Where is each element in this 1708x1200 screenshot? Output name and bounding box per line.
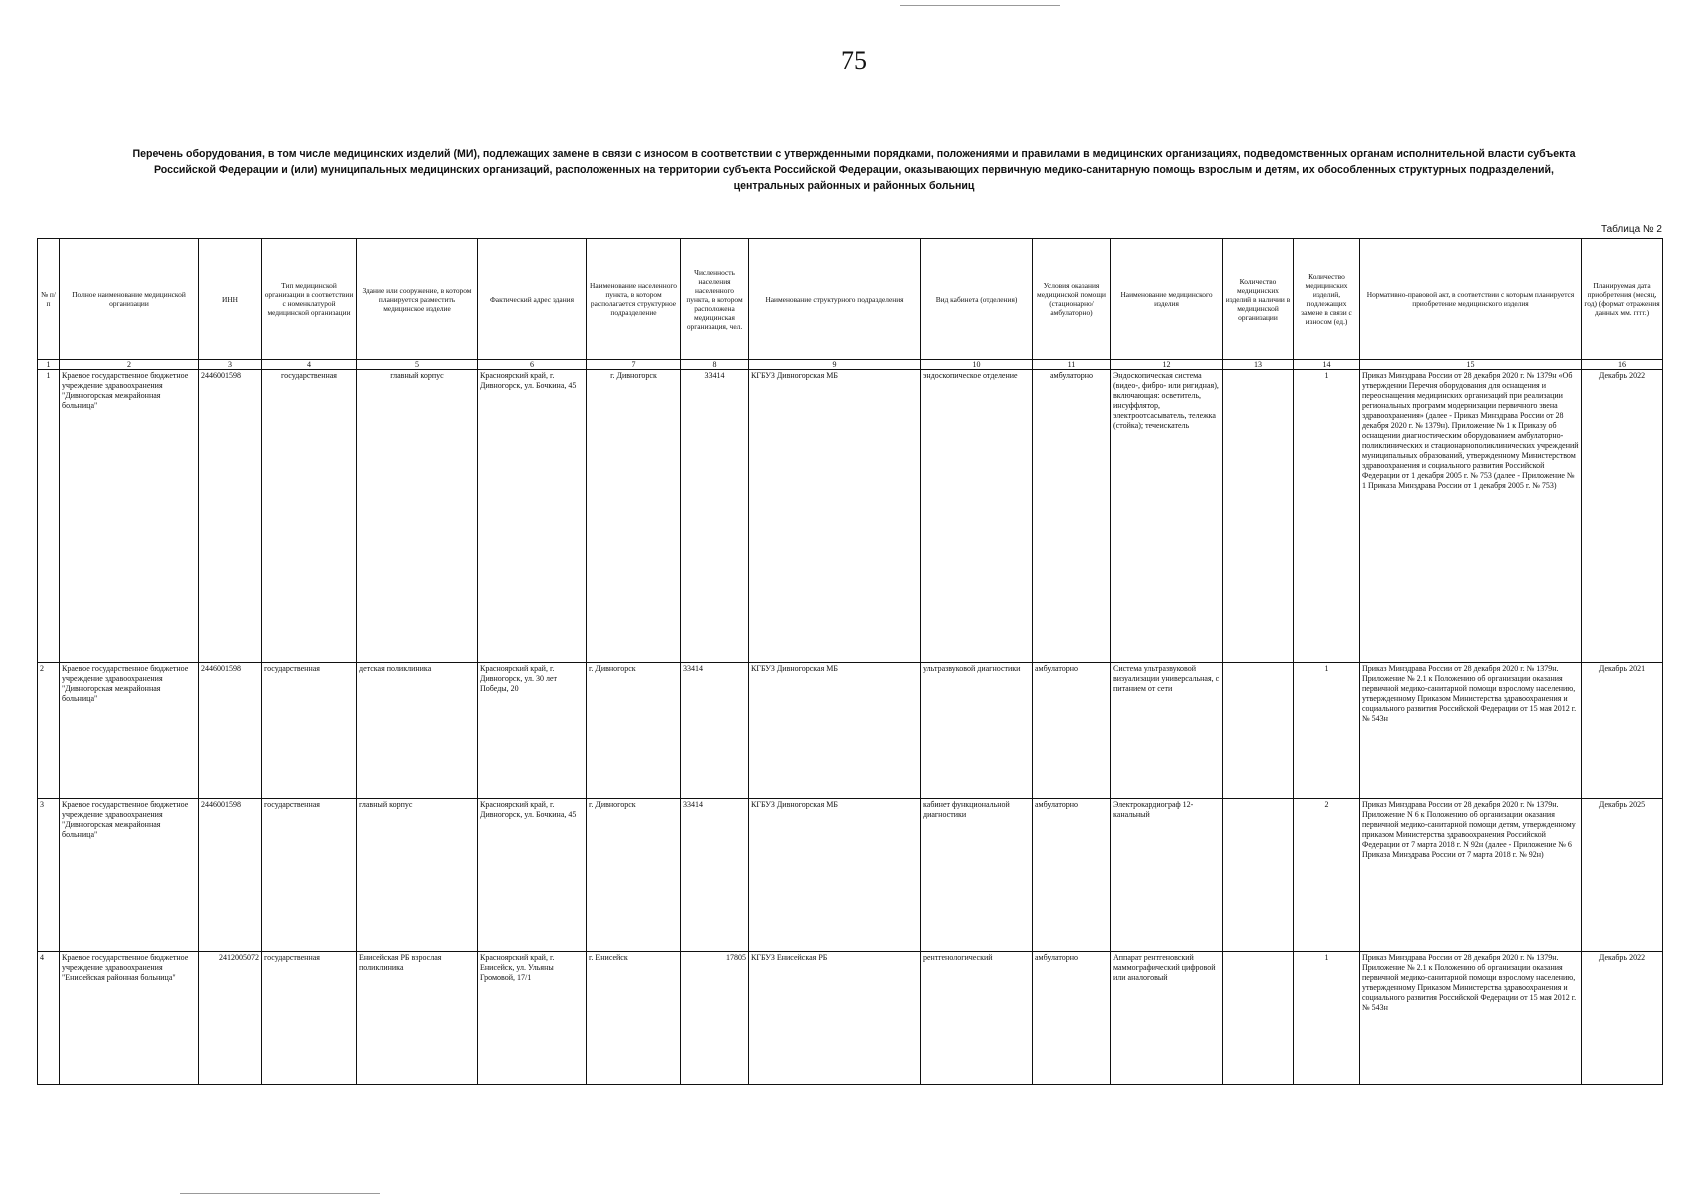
cell-act: Приказ Минздрава России от 28 декабря 2020 г. № 1379н «Об утверждении Перечня оборудования для оснащения и переоснащения медицинских организаций при реализации региональных программ модернизации первичного звена здравоохранения» (далее - Приказ Минздрава России от 28 декабря 2020 г. № 1379н). Приложение № 1 к Приказу об оснащении диагностическим оборудованием амбулаторно-поликлинических и стационарнополиклинических учреждений муниципальных образований, утвержденному Министерством здравоохранения и социального развития Российской Федерации от 1 декабря 2005 г. № 753 (далее - Приложение № 1 Приказа Минздрава России от 1 декабря 2005 г. № 753) [1360, 370, 1582, 663]
col-header-cabinet: Вид кабинета (отделения) [921, 239, 1033, 360]
title-line-3: центральных районных и районных больниц [733, 180, 975, 192]
cell-act: Приказ Минздрава России от 28 декабря 2020 г. № 1379н. Приложение № 2.1 к Положению об организации оказания первичной медико-санитарной помощи взрослому населению, утвержденному Приказом Министерства здравоохранения и социального развития Российской Федерации от 15 мая 2012 г. № 543н [1360, 952, 1582, 1085]
cell-org: Краевое государственное бюджетное учреждение здравоохранения "Дивногорская межрайонная больница" [60, 663, 199, 799]
cell-locality: г. Дивногорск [587, 370, 681, 663]
col-header-act: Нормативно-правовой акт, в соответствии с которым планируется приобретение медицинского изделия [1360, 239, 1582, 360]
cell-unit: КГБУЗ Енисейская РБ [749, 952, 921, 1085]
cell-population: 33414 [681, 799, 749, 952]
cell-available [1223, 952, 1294, 1085]
col-number: 4 [262, 360, 357, 370]
cell-address: Красноярский край, г. Дивногорск, ул. Бочкина, 45 [478, 799, 587, 952]
cell-address: Красноярский край, г. Дивногорск, ул. Бочкина, 45 [478, 370, 587, 663]
cell-inn: 2412005072 [199, 952, 262, 1085]
col-number: 8 [681, 360, 749, 370]
col-number: 9 [749, 360, 921, 370]
cell-type: государственная [262, 370, 357, 663]
cell-inn: 2446001598 [199, 799, 262, 952]
cell-unit: КГБУЗ Дивногорская МБ [749, 663, 921, 799]
cell-date: Декабрь 2022 [1582, 952, 1663, 1085]
cell-replace: 1 [1294, 663, 1360, 799]
cell-population: 33414 [681, 663, 749, 799]
cell-org: Краевое государственное бюджетное учреждение здравоохранения "Енисейская районная больница" [60, 952, 199, 1085]
col-header-population: Численность населения населенного пункта, в котором расположена медицинская организация, чел. [681, 239, 749, 360]
col-number: 10 [921, 360, 1033, 370]
cell-device: Аппарат рентгеновский маммографический цифровой или аналоговый [1111, 952, 1223, 1085]
cell-num: 3 [38, 799, 60, 952]
col-number: 6 [478, 360, 587, 370]
col-header-device: Наименование медицинского изделия [1111, 239, 1223, 360]
cell-device: Электрокардиограф 12-канальный [1111, 799, 1223, 952]
cell-unit: КГБУЗ Дивногорская МБ [749, 799, 921, 952]
cell-org: Краевое государственное бюджетное учреждение здравоохранения "Дивногорская межрайонная больница" [60, 370, 199, 663]
col-header-locality: Наименование населенного пункта, в котором располагается структурное подразделение [587, 239, 681, 360]
cell-device: Эндоскопическая система (видео-, фибро- или ригидная), включающая: осветитель, инсуффлятор, электроотсасыватель, тележка (стойка); течеискатель [1111, 370, 1223, 663]
cell-population: 33414 [681, 370, 749, 663]
cell-conditions: амбулаторно [1033, 799, 1111, 952]
equipment-table [37, 238, 1663, 1085]
col-number: 1 [38, 360, 60, 370]
col-header-unit: Наименование структурного подразделения [749, 239, 921, 360]
cell-available [1223, 799, 1294, 952]
table-row [38, 370, 1663, 663]
cell-locality: г. Енисейск [587, 952, 681, 1085]
cell-type: государственная [262, 663, 357, 799]
cell-num: 2 [38, 663, 60, 799]
cell-conditions: амбулаторно [1033, 663, 1111, 799]
col-number: 14 [1294, 360, 1360, 370]
cell-building: главный корпус [357, 799, 478, 952]
table-row [38, 663, 1663, 799]
table-row [38, 952, 1663, 1085]
cell-num: 4 [38, 952, 60, 1085]
cell-locality: г. Дивногорск [587, 799, 681, 952]
cell-act: Приказ Минздрава России от 28 декабря 2020 г. № 1379н. Приложение № 2.1 к Положению об организации оказания первичной медико-санитарной помощи взрослому населению, утвержденному Приказом Министерства здравоохранения и социального развития Российской Федерации от 15 мая 2012 г. № 543н [1360, 663, 1582, 799]
cell-replace: 1 [1294, 370, 1360, 663]
cell-date: Декабрь 2022 [1582, 370, 1663, 663]
cell-available [1223, 663, 1294, 799]
cell-locality: г. Дивногорск [587, 663, 681, 799]
col-number: 3 [199, 360, 262, 370]
cell-cabinet: эндоскопическое отделение [921, 370, 1033, 663]
cell-unit: КГБУЗ Дивногорская МБ [749, 370, 921, 663]
col-header-date: Планируемая дата приобретения (месяц, год) (формат отражения данных мм. гггг.) [1582, 239, 1663, 360]
table-row [38, 799, 1663, 952]
col-number: 13 [1223, 360, 1294, 370]
col-header-inn: ИНН [199, 239, 262, 360]
cell-replace: 1 [1294, 952, 1360, 1085]
page-number: 75 [841, 46, 867, 75]
col-header-type: Тип медицинской организации в соответствии с номенклатурой медицинской организации [262, 239, 357, 360]
column-number-row [38, 360, 1663, 370]
scan-bottom-line [180, 1193, 380, 1194]
col-header-address: Фактический адрес здания [478, 239, 587, 360]
title-line-2: Российской Федерации и (или) муниципальных медицинских организаций, расположенных на территории субъекта Российской Федерации, оказывающих первичную медико-санитарную помощь взрослым и детям, их обособленных структурных подразделений, [153, 164, 1555, 176]
cell-cabinet: рентгенологический [921, 952, 1033, 1085]
title-line-1: Перечень оборудования, в том числе медицинских изделий (МИ), подлежащих замене в связи с износом в соответствии с утвержденными порядками, положениями и правилами в медицинских организациях, подведомственных органам исполнительной власти субъекта [132, 148, 1576, 160]
cell-building: детская поликлиника [357, 663, 478, 799]
cell-address: Красноярский край, г. Дивногорск, ул. 30 лет Победы, 20 [478, 663, 587, 799]
cell-type: государственная [262, 952, 357, 1085]
col-number: 2 [60, 360, 199, 370]
col-header-replace: Количество медицинских изделий, подлежащих замене в связи с износом (ед.) [1294, 239, 1360, 360]
col-number: 7 [587, 360, 681, 370]
table-label: Таблица № 2 [1600, 224, 1662, 235]
col-header-conditions: Условия оказания медицинской помощи (стационарно/ амбулаторно) [1033, 239, 1111, 360]
col-header-available: Количество медицинских изделий в наличии в медицинской организации [1223, 239, 1294, 360]
cell-conditions: амбулаторно [1033, 370, 1111, 663]
cell-address: Красноярский край, г. Енисейск, ул. Ульяны Громовой, 17/1 [478, 952, 587, 1085]
col-number: 11 [1033, 360, 1111, 370]
cell-act: Приказ Минздрава России от 28 декабря 2020 г. № 1379н. Приложение N 6 к Положению об организации оказания первичной медико-санитарной помощи детям, утвержденному приказом Министерства здравоохранения Российской Федерации от 7 марта 2018 г. N 92н (далее - Приложение № 6 Приказа Минздрава России от 7 марта 2018 г. № 92н) [1360, 799, 1582, 952]
cell-date: Декабрь 2025 [1582, 799, 1663, 952]
col-header-building: Здание или сооружение, в котором планируется разместить медицинское изделие [357, 239, 478, 360]
col-number: 12 [1111, 360, 1223, 370]
cell-date: Декабрь 2021 [1582, 663, 1663, 799]
cell-cabinet: кабинет функциональной диагностики [921, 799, 1033, 952]
col-number: 5 [357, 360, 478, 370]
cell-replace: 2 [1294, 799, 1360, 952]
cell-population: 17805 [681, 952, 749, 1085]
cell-available [1223, 370, 1294, 663]
cell-building: Енисейская РБ взрослая поликлиника [357, 952, 478, 1085]
cell-inn: 2446001598 [199, 663, 262, 799]
cell-type: государственная [262, 799, 357, 952]
col-header-org: Полное наименование медицинской организации [60, 239, 199, 360]
document-title [40, 146, 1668, 194]
cell-inn: 2446001598 [199, 370, 262, 663]
cell-conditions: амбулаторно [1033, 952, 1111, 1085]
col-number: 16 [1582, 360, 1663, 370]
cell-building: главный корпус [357, 370, 478, 663]
header-row [38, 239, 1663, 360]
cell-cabinet: ультразвуковой диагностики [921, 663, 1033, 799]
cell-org: Краевое государственное бюджетное учреждение здравоохранения "Дивногорская межрайонная больница" [60, 799, 199, 952]
cell-num: 1 [38, 370, 60, 663]
cell-device: Система ультразвуковой визуализации универсальная, с питанием от сети [1111, 663, 1223, 799]
scan-top-line [900, 5, 1060, 6]
col-number: 15 [1360, 360, 1582, 370]
col-header-num: № п/п [38, 239, 60, 360]
